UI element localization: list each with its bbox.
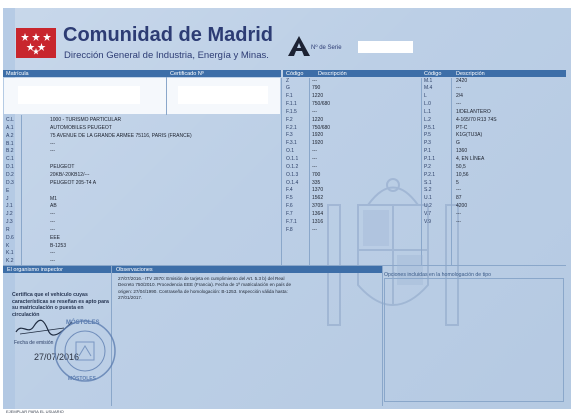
- right-fields-code: P.5.1: [424, 124, 436, 131]
- observaciones-line-4: 27/01/2017.: [118, 295, 143, 301]
- mid-fields-code: F.1.1: [286, 101, 297, 108]
- right-fields-value: G: [456, 140, 460, 147]
- left-fields-value: ---: [50, 219, 55, 226]
- mid-fields-code: F.7: [286, 210, 293, 217]
- right-fields-code: L.2: [424, 116, 431, 123]
- left-fields-code: K.2: [6, 258, 14, 265]
- left-fields-code: K.1: [6, 250, 14, 257]
- inspector-title: El organismo inspector: [7, 266, 63, 273]
- right-fields-code: P.1.1: [424, 156, 436, 162]
- left-fields-value: 1000 - TURISMO PARTICULAR: [50, 117, 122, 123]
- left-fields-code: B.1: [6, 140, 14, 147]
- right-fields-value: 4-165/70 R13 74S: [456, 116, 497, 123]
- codigo-header-right: Código: [424, 70, 442, 77]
- right-fields-value: 87: [456, 195, 462, 202]
- mid-fields-code: O.1.1: [286, 156, 299, 162]
- left-fields-value: ---: [50, 148, 55, 155]
- mid-fields-code: F.7.1: [286, 218, 297, 225]
- right-fields-value: PT-C: [456, 124, 468, 131]
- mid-fields-code: O.1.2: [286, 163, 299, 170]
- right-fields-value: 4200: [456, 203, 468, 210]
- mid-fields-value: ---: [312, 156, 317, 162]
- mid-fields-value: ---: [312, 108, 317, 115]
- right-fields-code: L.1: [424, 108, 431, 115]
- mid-fields-value: 700: [312, 171, 321, 178]
- left-fields-value: PEUGEOT 205-T4 A: [50, 179, 97, 186]
- right-fields-value: ---: [456, 85, 461, 92]
- left-code-divider: [21, 115, 22, 265]
- right-fields-code: S.2: [424, 187, 432, 194]
- right-fields-value: ---: [456, 218, 461, 225]
- fecha-emision-label: Fecha de emisión: [14, 340, 54, 346]
- comunidad-madrid-logo: [16, 28, 56, 58]
- left-fields-value: ---: [50, 140, 55, 147]
- mid-fields-code: O.1: [286, 148, 295, 155]
- right-fields-code: L: [424, 93, 427, 100]
- certificado-header: Certificado Nº: [170, 70, 204, 77]
- left-fields-value: 20KB/-20KB12/---: [50, 171, 90, 178]
- right-fields-code: M.1: [424, 77, 433, 84]
- mid-fields-value: 1920: [312, 132, 324, 139]
- right-fields-code: S.1: [424, 179, 432, 186]
- left-fields-value: M1: [50, 195, 57, 202]
- right-fields-code: P.5: [424, 132, 431, 139]
- right-fields-code: V.9: [424, 218, 432, 225]
- left-fields-value: ---: [50, 258, 55, 265]
- right-fields-value: ---: [456, 210, 461, 217]
- right-fields-code: P.2: [424, 163, 431, 170]
- left-fields-code: B.2: [6, 148, 14, 155]
- mid-fields-code: O.1.4: [286, 179, 299, 186]
- footer-label: EJEMPLAR PARA EL USUARIO: [6, 409, 64, 414]
- mid-fields-code: Z: [286, 77, 290, 84]
- mid-fields-value: 335: [312, 179, 321, 186]
- right-fields-code: U.2: [424, 203, 432, 210]
- mid-fields-value: 1562: [312, 195, 324, 202]
- observaciones-line-2: Decreto 750/2010. Procedencia EEE (Francia). Fecha de 1ª matriculación en país de: [118, 282, 292, 288]
- mid-fields-code: G: [286, 85, 290, 92]
- left-fields-value: PEUGEOT: [50, 164, 75, 171]
- right-fields-value: 50,5: [456, 163, 466, 170]
- left-fields-code: A.1: [6, 124, 14, 131]
- right-fields-value: 2/4: [456, 93, 463, 100]
- opciones-box: [384, 278, 564, 402]
- opciones-title: Opciones incluidas en la homologación de tipo: [384, 272, 491, 278]
- mid-fields-code: F.8: [286, 226, 293, 233]
- mid-fields-value: ---: [312, 77, 317, 84]
- left-fields-value: AB: [50, 203, 57, 210]
- right-fields-value: ---: [456, 187, 461, 194]
- right-fields-code: P.1: [424, 148, 431, 155]
- mid-code-divider: [309, 78, 310, 265]
- mid-fields-value: 1220: [312, 116, 324, 123]
- mid-fields-value: 1920: [312, 140, 324, 147]
- mid-fields-value: 750/680: [312, 124, 331, 131]
- mid-fields-code: F.3: [286, 132, 293, 139]
- mid-fields-code: F.5: [286, 195, 293, 202]
- right-fields-code: L.0: [424, 101, 431, 108]
- left-fields-code: A.2: [6, 132, 14, 139]
- left-fields-value: ---: [50, 211, 55, 218]
- series-letter-a-icon: [287, 35, 311, 57]
- left-fields-code: D.6: [6, 234, 14, 241]
- mid-fields-code: F.4: [286, 187, 293, 194]
- mid-fields-value: 3705: [312, 203, 324, 210]
- mid-fields-code: O.1.3: [286, 171, 299, 178]
- right-fields-value: 4, EN LÍNEA: [456, 156, 485, 162]
- seal-text-bottom: MÓSTOLES: [68, 376, 96, 382]
- observaciones-title: Observaciones: [116, 266, 153, 273]
- observaciones-line-3: origen: 27/04/1990. Contraseña de homologación: B-1253. Inspección válida hasta:: [118, 288, 288, 294]
- left-fields-code: J.2: [6, 211, 13, 218]
- left-fields-code: R: [6, 226, 10, 233]
- left-fields-value: ---: [50, 226, 55, 233]
- left-fields-value: EEE: [50, 234, 61, 241]
- left-fields-code: J.1: [6, 203, 13, 210]
- right-fields-code: P.2.1: [424, 171, 436, 178]
- descripcion-header-right: Descripción: [456, 70, 485, 77]
- mid-fields-code: F.2: [286, 116, 293, 123]
- observaciones-line-1: 27/07/2016.- ITV 2870: Emisión de tarjeta en cumplimiento del Art. 5.3 b) del Real: [118, 276, 285, 281]
- right-fields-value: ---: [456, 101, 461, 108]
- matricula-header: Matrícula: [6, 70, 29, 77]
- left-fields-code: C.1: [6, 156, 14, 163]
- codigo-header-mid: Código: [286, 70, 304, 77]
- left-fields-code: J.3: [6, 219, 13, 226]
- page-title: Comunidad de Madrid: [63, 24, 273, 46]
- mid-fields-value: 790: [312, 85, 321, 92]
- right-fields-value: 1/DELANTERO: [456, 108, 491, 115]
- left-fields-code: D.2: [6, 171, 14, 178]
- left-panel-border: [281, 78, 282, 265]
- mid-fields-value: 750/680: [312, 101, 331, 108]
- left-fields-code: D.3: [6, 179, 14, 186]
- mid-fields-value: 1364: [312, 210, 324, 217]
- left-fields-value: 75 AVENUE DE LA GRANDE ARMEE 75116, PARIS (FRANCE): [50, 132, 192, 139]
- right-fields-code: V.7: [424, 210, 432, 217]
- descripcion-header-mid: Descripción: [318, 70, 347, 77]
- right-fields-value: 5: [456, 179, 459, 186]
- mid-fields-value: 1370: [312, 187, 324, 194]
- left-fields-code: J: [6, 195, 9, 202]
- mid-fields-code: F.1: [286, 93, 293, 100]
- series-number-label: Nº de Serie: [311, 45, 342, 51]
- series-number-redacted: [358, 41, 413, 53]
- mid-fields-value: 1220: [312, 93, 324, 100]
- mid-fields-value: ---: [312, 163, 317, 170]
- right-fields-code: M.4: [424, 85, 433, 92]
- left-fields-code: E: [6, 187, 10, 194]
- left-fields-value: AUTOMOBILES PEUGEOT: [50, 124, 112, 131]
- matricula-redacted: [18, 86, 140, 104]
- mid-fields-value: ---: [312, 226, 317, 233]
- right-fields-code: P.3: [424, 140, 431, 147]
- certifica-text: Certifica que el vehículo cuyas características se reseñan es apto para su matriculación o puesta en circulación: [12, 292, 109, 318]
- mostoles-seal: [52, 318, 118, 384]
- mid-fields-code: F.1.5: [286, 108, 297, 115]
- left-fields-code: D.1: [6, 164, 14, 171]
- mid-fields-code: F.6: [286, 203, 293, 210]
- right-fields-value: K1G(TU3A): [456, 132, 483, 139]
- matricula-divider: [166, 77, 167, 115]
- mid-fields-code: F.2.1: [286, 124, 297, 131]
- mid-fields-value: ---: [312, 148, 317, 155]
- right-fields-value: 1360: [456, 148, 468, 155]
- left-fields-value: B-1253: [50, 242, 67, 249]
- page-subtitle: Dirección General de Industria, Energía y Minas.: [64, 50, 269, 61]
- left-fields-value: ---: [50, 250, 55, 257]
- seal-text-top: MÓSTOLES: [66, 320, 100, 326]
- right-fields-value: 2420: [456, 77, 468, 84]
- right-fields-code: U.1: [424, 195, 432, 202]
- mid-fields-code: F.3.1: [286, 140, 297, 147]
- mid-fields-value: 1316: [312, 218, 324, 225]
- certificado-redacted: [178, 86, 268, 104]
- header-band-left: [3, 70, 281, 77]
- fecha-emision-value: 27/07/2016: [34, 352, 80, 362]
- right-fields-value: 10,56: [456, 171, 469, 178]
- left-fields-code: K: [6, 242, 10, 249]
- left-fields-code: C.L: [6, 117, 14, 123]
